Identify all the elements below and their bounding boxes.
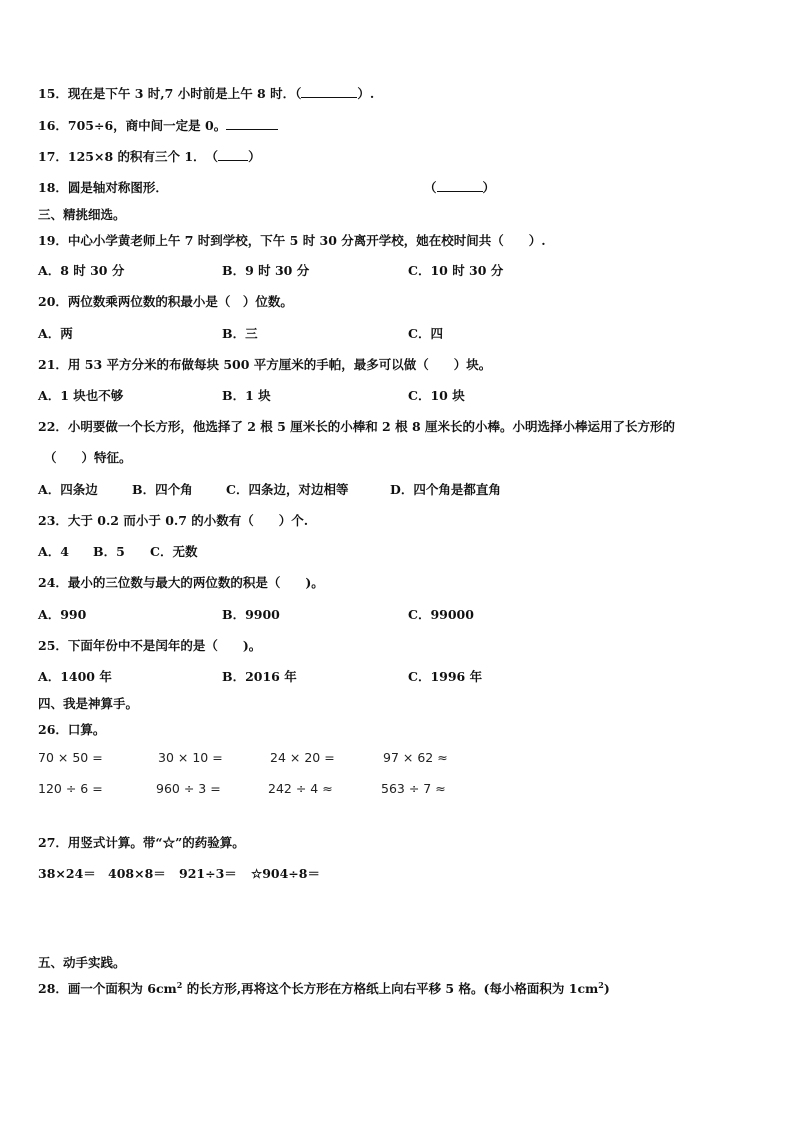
option-c[interactable]: C．四条边，对边相等	[226, 482, 349, 497]
option-b[interactable]: B．5	[93, 544, 125, 559]
option-a[interactable]: A．990	[38, 607, 87, 622]
question-15-tail: ）.	[357, 86, 375, 101]
option-c[interactable]: C．10 时 30 分	[408, 263, 504, 278]
option-b[interactable]: B．三	[222, 326, 258, 341]
option-c[interactable]: C．99000	[408, 607, 474, 622]
option-a[interactable]: A．两	[38, 326, 73, 341]
question-18-text: 18．圆是轴对称图形．	[38, 180, 168, 195]
option-b[interactable]: B．四个角	[132, 482, 193, 497]
question-27: 27．用竖式计算。带“☆”的药验算。	[38, 835, 245, 850]
question-26: 26．口算。	[38, 722, 106, 737]
option-b[interactable]: B．1 块	[222, 388, 271, 403]
question-28-text-c: )	[603, 981, 610, 996]
question-24: 24．最小的三位数与最大的两位数的积是（ )。	[38, 575, 324, 590]
question-22-cont: （ ）特征。	[44, 450, 132, 465]
option-c[interactable]: C．无数	[150, 544, 198, 559]
section-5-title: 五、动手实践。	[38, 955, 126, 970]
question-17	[38, 147, 261, 165]
oral-calc-7: 242 ÷ 4 ≈	[268, 781, 333, 796]
oral-calc-5: 120 ÷ 6 =	[38, 781, 103, 796]
option-b[interactable]: B．9 时 30 分	[222, 263, 310, 278]
option-c[interactable]: C．10 块	[408, 388, 465, 403]
question-18	[38, 178, 168, 196]
section-3-title: 三、精挑细选。	[38, 207, 126, 222]
paren-close: ）	[482, 180, 496, 195]
question-25: 25．下面年份中不是闰年的是（ )。	[38, 638, 262, 653]
option-c[interactable]: C．四	[408, 326, 443, 341]
option-d[interactable]: D．四个角是都直角	[390, 482, 501, 497]
question-17-text: 17．125×8 的积有三个 1． （	[38, 149, 219, 164]
oral-calc-6: 960 ÷ 3 =	[156, 781, 221, 796]
vertical-calc-3: 921÷3＝	[179, 866, 237, 881]
option-a[interactable]: A．1 块也不够	[38, 388, 124, 403]
question-15	[38, 84, 374, 102]
superscript: 2	[598, 979, 604, 990]
oral-calc-8: 563 ÷ 7 ≈	[381, 781, 446, 796]
option-c[interactable]: C．1996 年	[408, 669, 483, 684]
question-23: 23．大于 0.2 而小于 0.7 的小数有（ ）个.	[38, 513, 309, 528]
question-16	[38, 116, 278, 134]
question-28	[38, 979, 610, 997]
option-b[interactable]: B．9900	[222, 607, 280, 622]
question-28-text-b: 的长方形,再将这个长方形在方格纸上向右平移 5 格。(每小格面积为 1cm	[182, 981, 599, 996]
question-20: 20．两位数乘两位数的积最小是（ ）位数。	[38, 294, 293, 309]
vertical-calc-2: 408×8＝	[108, 866, 166, 881]
vertical-calc-1: 38×24＝	[38, 866, 96, 881]
question-19: 19．中心小学黄老师上午 7 时到学校，下午 5 时 30 分离开学校，她在校时间共（ ）.	[38, 233, 546, 248]
question-28-text-a: 28．画一个面积为 6cm	[38, 981, 177, 996]
option-a[interactable]: A．四条边	[38, 482, 98, 497]
oral-calc-3: 24 × 20 =	[270, 750, 335, 765]
answer-blank[interactable]	[437, 190, 483, 192]
question-18-answer	[424, 178, 495, 196]
vertical-calc-4: ☆904÷8＝	[251, 866, 320, 881]
answer-blank[interactable]	[301, 96, 357, 98]
option-b[interactable]: B．2016 年	[222, 669, 297, 684]
option-a[interactable]: A．8 时 30 分	[38, 263, 125, 278]
oral-calc-2: 30 × 10 =	[158, 750, 223, 765]
section-4-title: 四、我是神算手。	[38, 696, 139, 711]
answer-blank[interactable]	[218, 159, 248, 161]
option-a[interactable]: A．4	[38, 544, 69, 559]
question-21: 21．用 53 平方分米的布做每块 500 平方厘米的手帕，最多可以做（ ）块。	[38, 357, 492, 372]
question-17-tail: ）	[248, 149, 261, 164]
question-15-text: 15．现在是下午 3 时,7 小时前是上午 8 时．（	[38, 86, 302, 101]
question-22: 22．小明要做一个长方形，他选择了 2 根 5 厘米长的小棒和 2 根 8 厘米长的小棒。小明选择小棒运用了长方形的	[38, 419, 676, 434]
oral-calc-1: 70 × 50 =	[38, 750, 103, 765]
question-16-text: 16．705÷6，商中间一定是 0。	[38, 118, 227, 133]
option-a[interactable]: A．1400 年	[38, 669, 112, 684]
superscript: 2	[176, 979, 183, 990]
oral-calc-4: 97 × 62 ≈	[383, 750, 448, 765]
paren-open: （	[424, 180, 437, 195]
answer-blank[interactable]	[226, 128, 278, 130]
